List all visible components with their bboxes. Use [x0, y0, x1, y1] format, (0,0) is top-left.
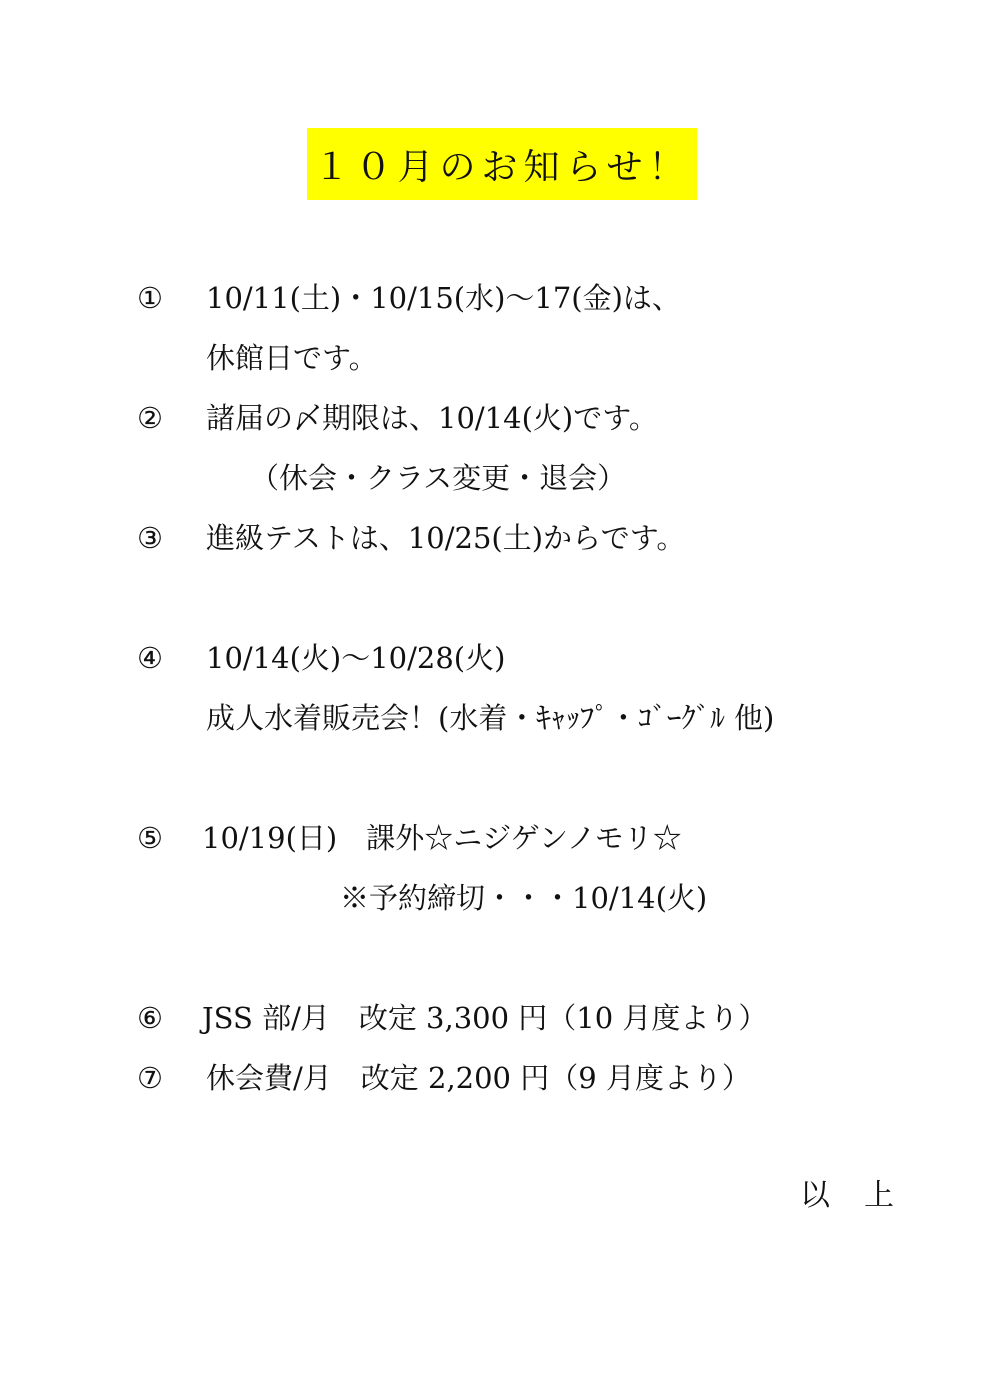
closing-text: 以 上 — [800, 1178, 896, 1213]
page-title: １０月のお知らせ！ — [313, 146, 691, 188]
item-7-line-1: 休会費/月 改定 2,200 円（9 月度より） — [206, 1061, 751, 1095]
item-4-line-1: 10/14(火)～10/28(火) — [206, 641, 506, 675]
item-2-line-1: 諸届の〆期限は、10/14(火)です。 — [206, 401, 658, 435]
item-6-number: ⑥ — [137, 1001, 163, 1035]
item-1-line-1: 10/11(土)・10/15(水)～17(金)は、 — [206, 281, 681, 315]
item-2-line-2: （休会・クラス変更・退会） — [250, 461, 627, 495]
item-5-line-1: 10/19(日) 課外☆ニジゲンノモリ☆ — [202, 821, 682, 855]
item-1-line-2: 休館日です。 — [206, 341, 378, 375]
item-4-number: ④ — [137, 641, 163, 675]
item-7-number: ⑦ — [137, 1061, 163, 1095]
item-5-number: ⑤ — [137, 821, 163, 855]
title-banner — [307, 128, 697, 200]
item-1-number: ① — [137, 281, 163, 315]
item-4-line-2: 成人水着販売会！(水着・ｷｬｯﾌﾟ・ｺﾞｰｸﾞﾙ 他) — [206, 701, 775, 735]
item-3-line-1: 進級テストは、10/25(土)からです。 — [206, 521, 686, 555]
item-2-number: ② — [137, 401, 163, 435]
item-6-line-1: JSS 部/月 改定 3,300 円（10 月度より） — [202, 1001, 768, 1035]
item-5-line-2: ※予約締切・・・10/14(火) — [340, 881, 708, 915]
item-3-number: ③ — [137, 521, 163, 555]
